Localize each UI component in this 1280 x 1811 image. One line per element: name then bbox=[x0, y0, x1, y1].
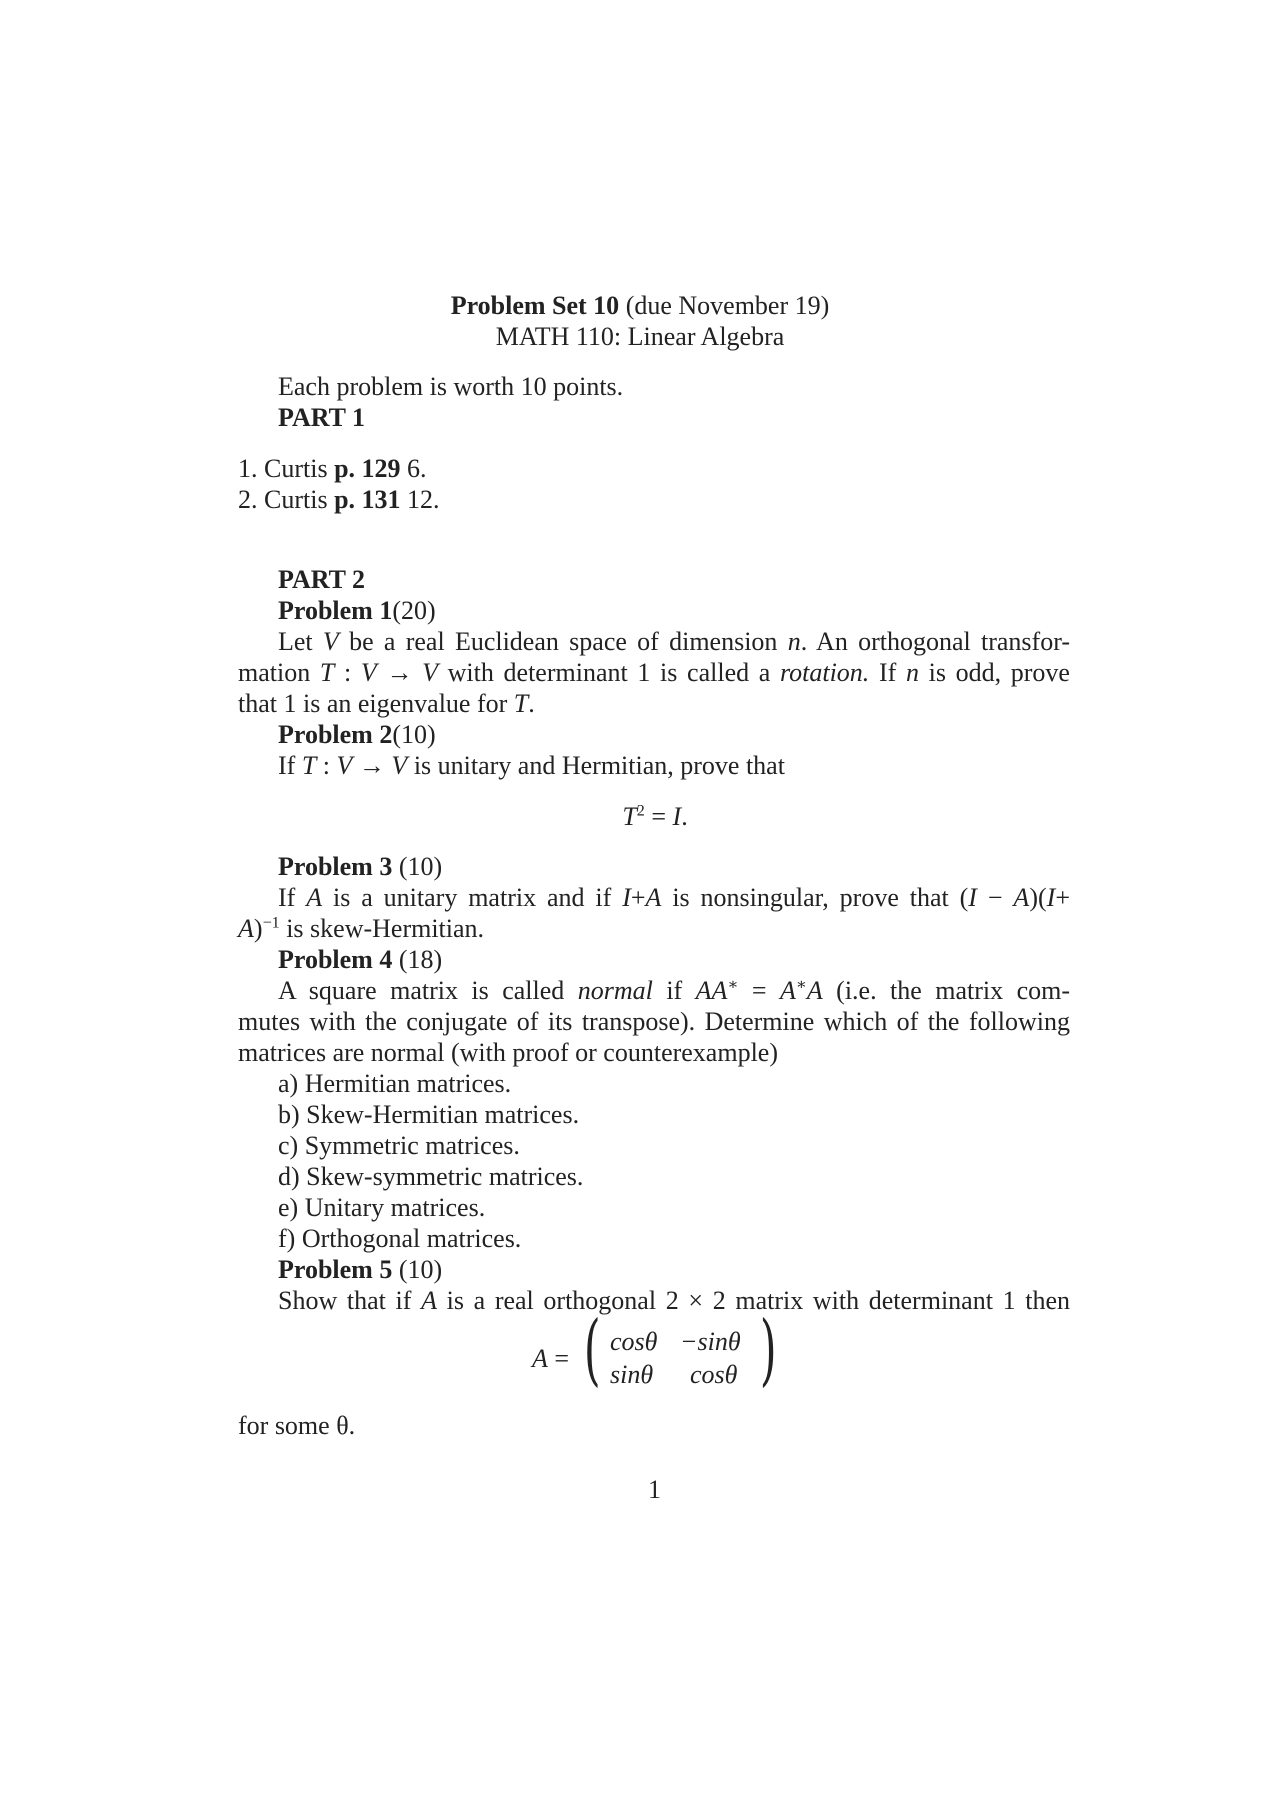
page-number: 1 bbox=[648, 1475, 661, 1504]
list-item: f) Orthogonal matrices. bbox=[278, 1224, 522, 1253]
list-item: c) Symmetric matrices. bbox=[278, 1131, 520, 1160]
list-item: e) Unitary matrices. bbox=[278, 1193, 486, 1222]
problem2-heading: Problem 2(10) bbox=[278, 720, 436, 749]
problem1-heading: Problem 1(20) bbox=[278, 596, 436, 625]
problem2-text: If T : V → V is unitary and Hermitian, prove that bbox=[278, 751, 785, 780]
equation-t-squared: $T^2 = I$. bbox=[622, 802, 688, 831]
problem3-text: If A is a unitary matrix and if I+A is nonsingular, prove that (I − A)(I+ A)$^{-1}$ is skew-Hermitian. bbox=[238, 883, 1070, 943]
list-item: d) Skew-symmetric matrices. bbox=[278, 1162, 584, 1191]
matrix-cell: sinθ bbox=[610, 1360, 654, 1389]
document-title bbox=[0, 290, 1280, 321]
part2-heading: PART 2 bbox=[278, 565, 365, 594]
list-item: b) Skew-Hermitian matrices. bbox=[278, 1100, 580, 1129]
intro-text: Each problem is worth 10 points. bbox=[278, 372, 624, 401]
list-item: 2. Curtis p. 131 12. bbox=[238, 485, 440, 514]
part1-heading: PART 1 bbox=[278, 403, 365, 432]
problem5-heading: Problem 5 (10) bbox=[278, 1255, 443, 1284]
course-name: MATH 110: Linear Algebra bbox=[495, 322, 785, 351]
problem1-text: Let V be a real Euclidean space of dimension n. An orthogonal transfor- mation T : V → V with determinant 1 is called a rotation. If n is odd, prove that 1 is an eigenvalue for T. bbox=[238, 627, 1070, 718]
problem5-text: Show that if A is a real orthogonal 2 × 2 matrix with determinant 1 then bbox=[278, 1286, 1071, 1315]
problem5-closing: for some θ. bbox=[238, 1411, 356, 1440]
document-page: Problem Set 10 (due November 19) MATH 110: Linear Algebra Each problem is worth 10 points. PART 1 1. Curtis p. 129 6. 2. Curtis p. 131 12. PART 2 Problem 1(20) Let V be a real Euclidean space of dimension n. An orthogonal transfor- mation T : V → V with determinant 1 is called a rotation. If n is odd, prove that 1 is an eigenvalue for T. Problem 2(10) If T : V → V is unitary and Hermitian, prove that $T^2 = I$. Problem 3 (10) If A is a unitary matrix and if I+A is nonsingular, prove that (I − A)(I+ A)$^{-1}$ is skew-Hermitian. Problem 4 (18) A square matrix is called normal if AA∗ = A∗A (i.e. the matrix com- mutes with the conjugate of its transpose). Determine which of the following matrices are normal (with proof or counterexample) a) Hermitian matrices. b) Skew-Hermitian matrices. c) Symmetric matrices. d) Skew-symmetric matrices. e) Unitary matrices. f) Orthogonal matrices. Problem 5 (10) Show that if A is a real orthogonal 2 × 2 matrix with determinant 1 then A = ( cosθ −sinθ sinθ cosθ ) for some θ. 1 bbox=[0, 0, 1280, 1811]
problem4-text: A square matrix is called normal if AA∗ = A∗A (i.e. the matrix com- mutes with the conjugate of its transpose). Determine which of the following matrices are normal (with proof or counterexample) bbox=[238, 976, 1070, 1067]
matrix-cell: cosθ bbox=[690, 1360, 738, 1389]
problem3-heading: Problem 3 (10) bbox=[278, 852, 443, 881]
due-date: (due November 19) bbox=[625, 291, 830, 320]
matrix-cell: −sinθ bbox=[680, 1327, 741, 1356]
matrix-cell: cosθ bbox=[610, 1327, 658, 1356]
list-item: 1. Curtis p. 129 6. bbox=[238, 454, 427, 483]
left-paren: ( bbox=[583, 1305, 601, 1395]
list-item: a) Hermitian matrices. bbox=[278, 1069, 512, 1098]
problem-set-title: Problem Set 10 bbox=[450, 291, 620, 320]
problem4-heading: Problem 4 (18) bbox=[278, 945, 443, 974]
right-paren: ) bbox=[759, 1305, 777, 1395]
